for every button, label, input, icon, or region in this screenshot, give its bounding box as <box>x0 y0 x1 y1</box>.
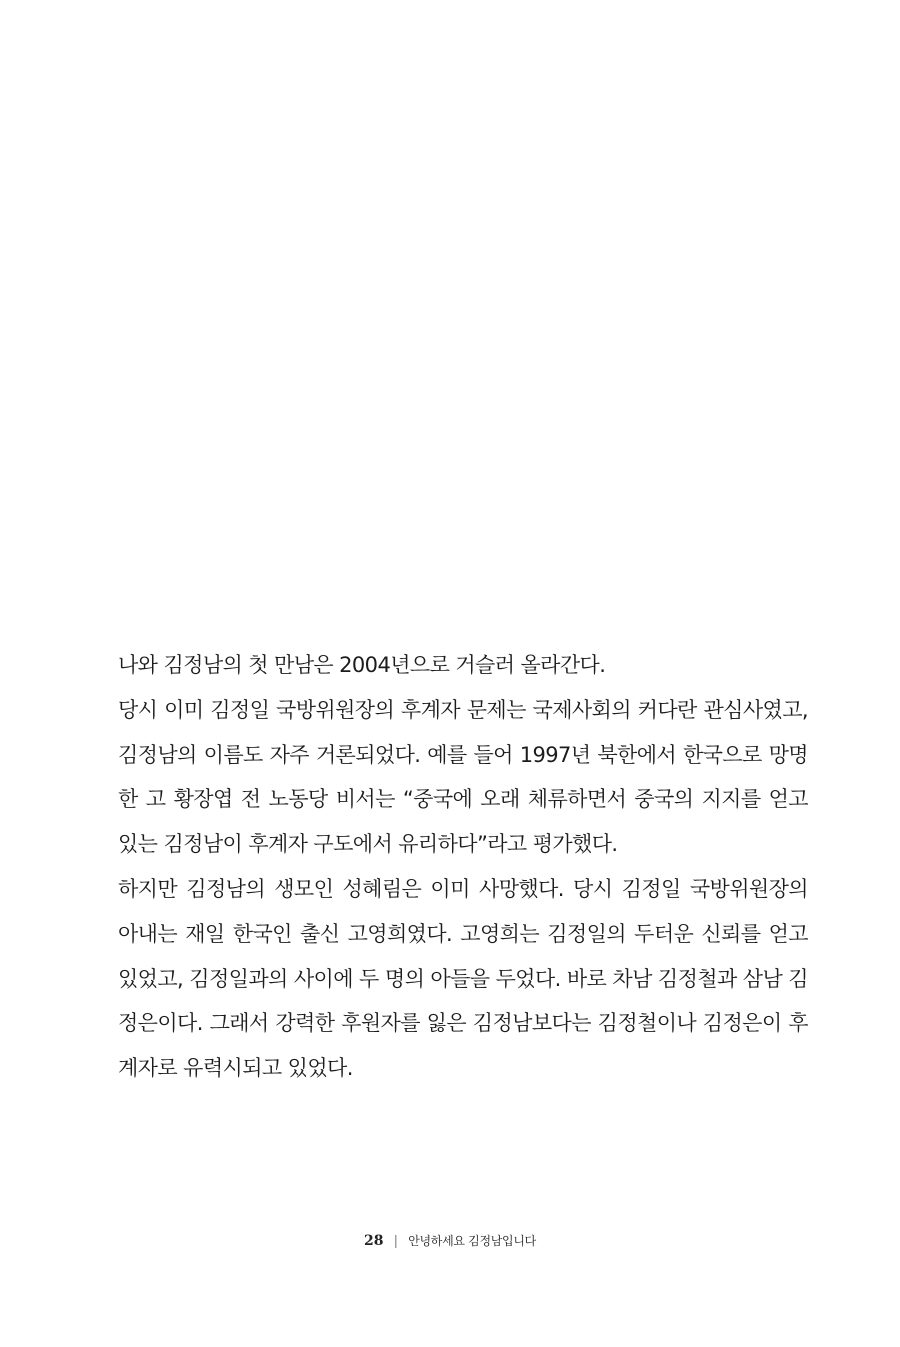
body-text <box>118 643 808 1091</box>
page-footer <box>0 1232 900 1249</box>
paragraph-first-meeting: 나와 김정남의 첫 만남은 2004년으로 거슬러 올라간다. <box>118 653 606 677</box>
page-number: 28 <box>364 1233 384 1249</box>
running-title: 안녕하세요 김정남입니다 <box>408 1234 536 1248</box>
footer-separator: | <box>393 1234 399 1249</box>
paragraph-family-background: 하지만 김정남의 생모인 성혜림은 이미 사망했다. 당시 김정일 국방위원장의 아내는 재일 한국인 출신 고영희였다. 고영희는 김정일의 두터운 신뢰를 얻고 있었고, 김정일과의 사이에 두 명의 아들을 두었다. 바로 차남 김정철과 삼남 김정은이다. 그래서 강력한 후원자를 잃은 김정남보다는 김정철이나 김정은이 후계자로 유력시되고 있었다. <box>118 876 808 1081</box>
paragraph-successor-issue: 당시 이미 김정일 국방위원장의 후계자 문제는 국제사회의 커다란 관심사였고, 김정남의 이름도 자주 거론되었다. 예를 들어 1997년 북한에서 한국으로 망명한 고 황장엽 전 노동당 비서는 “중국에 오래 체류하면서 중국의 지지를 얻고 있는 김정남이 후계자 구도에서 유리하다”라고 평가했다. <box>118 697 808 857</box>
